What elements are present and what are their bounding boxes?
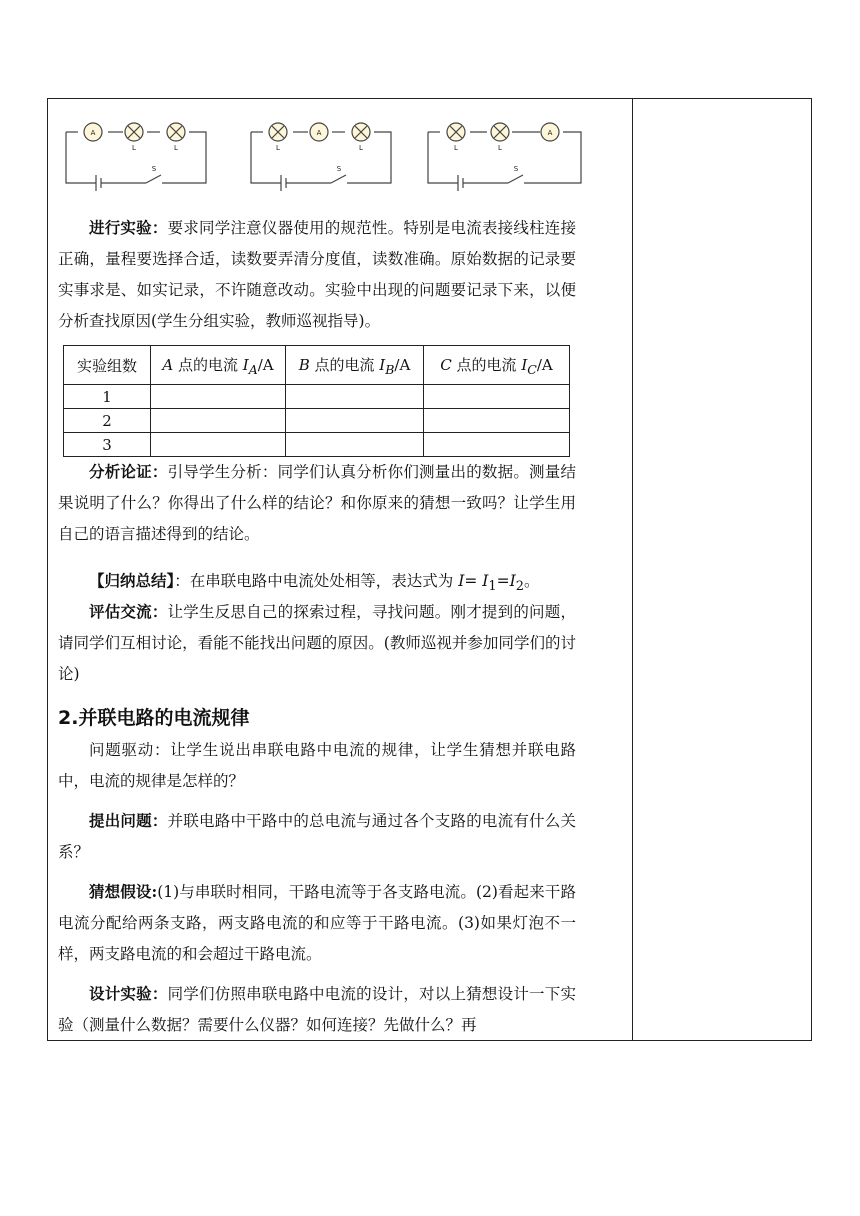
section-heading: 2.并联电路的电流规律 xyxy=(58,707,250,729)
evaluation-label: 评估交流： xyxy=(89,602,168,621)
experiment-text: 要求同学注意仪器使用的规范性。特别是电流表接线柱连接正确，量程要选择合适，读数要弄清分度值，读数准确。原始数据的记录要实事求是、如实记录，不许随意改动。实验中出现的问题要记录下来，以便分析查找原因(学生分组实验，教师巡视指导)。 xyxy=(58,219,576,330)
row-number: 1 xyxy=(64,385,151,409)
formula-sub2: 2 xyxy=(515,579,524,595)
cell-b[interactable] xyxy=(286,385,424,409)
circuit-1 xyxy=(66,123,206,191)
design-text: 同学们仿照串联电路中电流的设计，对以上猜想设计一下实验（测量什么数据？需要什么仪器？如何连接？先做什么？再 xyxy=(58,985,576,1034)
analysis-paragraph xyxy=(58,456,576,550)
design-label: 设计实验： xyxy=(89,984,168,1003)
ammeter-label-2: A xyxy=(316,129,322,137)
lamp1-label-3: L xyxy=(454,144,458,152)
lamp1-label-1: L xyxy=(132,144,136,152)
question-text: 并联电路中干路中的总电流与通过各个支路的电流有什么关系？ xyxy=(58,812,576,861)
lamp1-label-2: L xyxy=(276,144,280,152)
lamp2-label-1: L xyxy=(174,144,178,152)
cell-a[interactable] xyxy=(151,433,286,457)
formula-eq: = xyxy=(464,572,483,590)
measurement-table xyxy=(63,345,570,457)
row-number: 2 xyxy=(64,409,151,433)
summary-label: 【归纳总结】 xyxy=(89,571,175,590)
experiment-paragraph xyxy=(58,212,576,337)
column-divider xyxy=(632,99,633,1040)
switch-label-2: S xyxy=(336,165,342,173)
lesson-content-column xyxy=(48,99,632,1040)
formula-i: I xyxy=(458,572,465,590)
analysis-label: 分析论证： xyxy=(89,462,168,481)
formula-end: 。 xyxy=(523,572,540,590)
table-row xyxy=(64,409,570,433)
table-header-row xyxy=(64,346,570,385)
experiment-label: 进行实验： xyxy=(89,218,168,237)
summary-text: ：在串联电路中电流处处相等，表达式为 xyxy=(174,572,459,590)
switch-label-1: S xyxy=(151,165,157,173)
header-group: 实验组数 xyxy=(64,346,151,385)
lamp2-label-3: L xyxy=(498,144,502,152)
formula-i1: I xyxy=(482,572,489,590)
cell-a[interactable] xyxy=(151,409,286,433)
hypothesis-text: (1)与串联时相同，干路电流等于各支路电流。(2)看起来干路电流分配给两条支路，两支路电流的和应等于干路电流。(3)如果灯泡不一样，两支路电流的和会超过干路电流。 xyxy=(58,883,576,963)
ammeter-label-3: A xyxy=(547,129,553,137)
formula-sub1: 1 xyxy=(488,579,497,595)
cell-c[interactable] xyxy=(424,409,570,433)
analysis-text: 引导学生分析：同学们认真分析你们测量出的数据。测量结果说明了什么？你得出了什么样的结论？和你原来的猜想一致吗？让学生用自己的语言描述得到的结论。 xyxy=(58,463,576,543)
drive-paragraph: 问题驱动：让学生说出串联电路中电流的规律，让学生猜想并联电路中，电流的规律是怎样的？ xyxy=(58,741,576,790)
table-row xyxy=(64,385,570,409)
formula-i2: I xyxy=(509,572,516,590)
header-c-current: C 点的电流 $I_C/A$ xyxy=(424,346,570,385)
hypothesis-label: 猜想假设: xyxy=(89,882,158,901)
lamp2-label-2: L xyxy=(359,144,363,152)
cell-b[interactable] xyxy=(286,409,424,433)
cell-c[interactable] xyxy=(424,433,570,457)
cell-a[interactable] xyxy=(151,385,286,409)
circuit-3 xyxy=(428,123,581,191)
ammeter-label-1: A xyxy=(90,129,96,137)
cell-c[interactable] xyxy=(424,385,570,409)
formula-eq2: = xyxy=(496,572,510,590)
cell-b[interactable] xyxy=(286,433,424,457)
circuit-diagrams xyxy=(56,117,586,191)
header-a-current: A 点的电流 $I_A/A$ xyxy=(151,346,286,385)
evaluation-paragraph xyxy=(58,596,576,690)
question-paragraph xyxy=(58,805,576,868)
question-label: 提出问题： xyxy=(89,811,168,830)
table-row xyxy=(64,433,570,457)
row-number: 3 xyxy=(64,433,151,457)
switch-label-3: S xyxy=(513,165,519,173)
header-b-current: B 点的电流 $I_B/A$ xyxy=(286,346,424,385)
hypothesis-paragraph xyxy=(58,876,576,970)
design-paragraph xyxy=(58,978,576,1040)
evaluation-text: 让学生反思自己的探索过程，寻找问题。刚才提到的问题，请同学们互相讨论，看能不能找出问题的原因。(教师巡视并参加同学们的讨论) xyxy=(58,603,576,683)
lesson-plan-table xyxy=(47,98,812,1041)
